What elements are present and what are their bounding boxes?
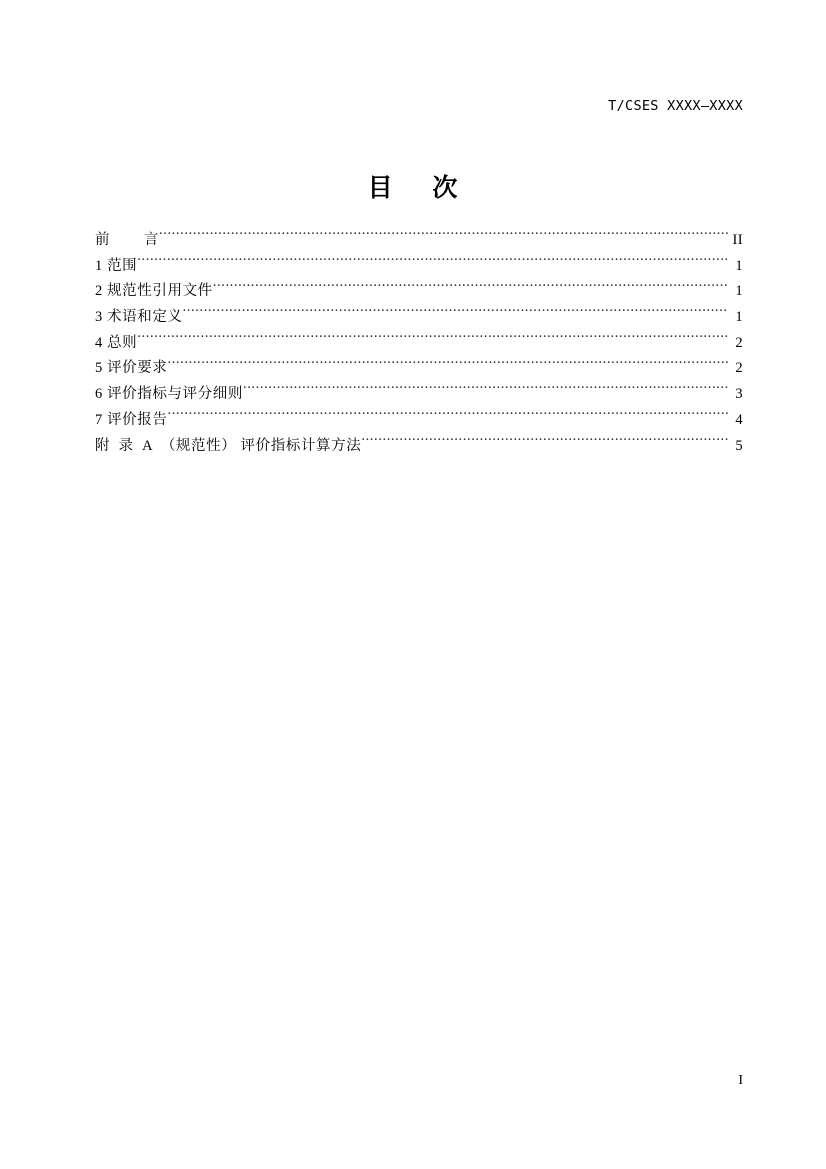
toc-entry-page: 2 — [735, 360, 743, 377]
toc-dot-leader — [167, 358, 728, 373]
table-of-contents — [95, 228, 743, 459]
page-title: 目 次 — [367, 173, 459, 202]
toc-entry-page: 4 — [735, 411, 743, 428]
toc-entry-label: 附 录 A （规范性） 评价指标计算方法 — [95, 437, 362, 454]
standard-code-header: T/CSES XXXX—XXXX — [608, 98, 743, 114]
toc-entry[interactable] — [95, 382, 743, 408]
toc-dot-leader — [243, 384, 728, 399]
toc-entry-label: 2 规范性引用文件 — [95, 283, 213, 300]
toc-entry[interactable] — [95, 331, 743, 357]
toc-entry-label: 6 评价指标与评分细则 — [95, 386, 243, 403]
toc-entry-page: 1 — [735, 283, 743, 300]
toc-entry-page: 1 — [735, 309, 743, 326]
toc-entry-page: 5 — [735, 437, 743, 454]
toc-entry-label: 5 评价要求 — [95, 360, 168, 377]
toc-entry[interactable] — [95, 254, 743, 280]
page-folio: I — [738, 1073, 743, 1088]
toc-dot-leader — [361, 435, 728, 450]
toc-entry-page: 3 — [735, 386, 743, 403]
toc-entry-label: 3 术语和定义 — [95, 309, 183, 326]
toc-dot-leader — [159, 230, 728, 245]
toc-dot-leader — [213, 281, 728, 296]
toc-dot-leader — [137, 332, 728, 347]
toc-entry-page: 1 — [735, 257, 743, 274]
toc-entry[interactable] — [95, 408, 743, 434]
toc-entry-label: 前 言 — [95, 232, 159, 248]
toc-entry[interactable] — [95, 356, 743, 382]
toc-dot-leader — [167, 409, 728, 424]
toc-entry[interactable] — [95, 228, 743, 254]
toc-entry-label: 7 评价报告 — [95, 411, 168, 428]
toc-dot-leader — [137, 255, 728, 270]
toc-dot-leader — [183, 307, 728, 322]
toc-entry-page: 2 — [735, 334, 743, 351]
toc-entry-label: 1 范围 — [95, 257, 138, 274]
toc-entry[interactable] — [95, 279, 743, 305]
toc-entry-page: II — [732, 232, 743, 248]
toc-entry-appendix[interactable] — [95, 434, 743, 460]
toc-entry-label: 4 总则 — [95, 334, 138, 351]
toc-entry[interactable] — [95, 305, 743, 331]
